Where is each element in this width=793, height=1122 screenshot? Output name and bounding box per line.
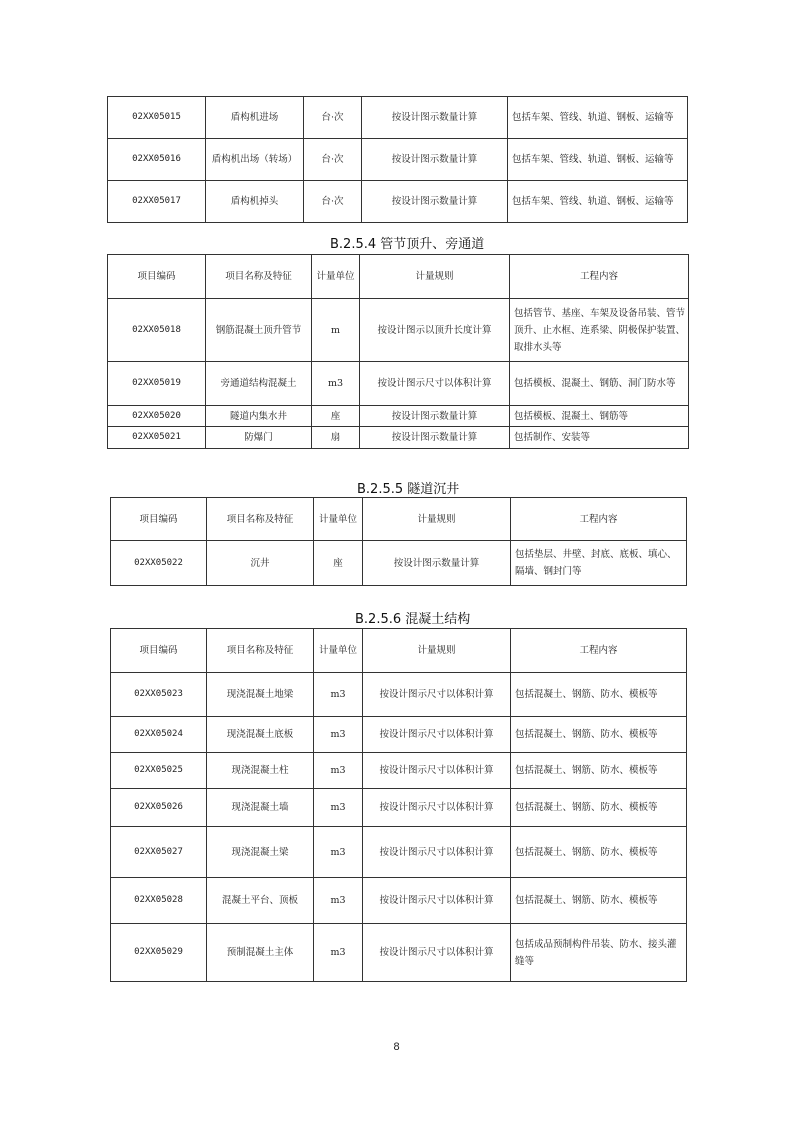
header-content: 工程内容 [511,629,687,673]
table-row [108,181,688,223]
item-content: 包括混凝土、钢筋、防水、模板等 [511,753,687,789]
header-code: 项目编码 [111,498,207,541]
item-unit: 台·次 [304,139,362,181]
item-content: 包括混凝土、钢筋、防水、模板等 [511,717,687,753]
item-content: 包括车架、管线、轨道、钢板、运输等 [508,139,688,181]
table-row [111,878,687,924]
table-header-row [111,629,687,673]
item-name: 现浇混凝土地梁 [207,673,314,717]
header-rule: 计量规则 [363,498,511,541]
item-rule: 按设计图示尺寸以体积计算 [363,878,511,924]
item-unit: 台·次 [304,97,362,139]
item-unit: 扇 [312,427,360,449]
item-content: 包括成品预制构件吊装、防水、接头灌缝等 [511,924,687,982]
header-content: 工程内容 [511,498,687,541]
item-rule: 按设计图示数量计算 [362,139,508,181]
item-name: 沉井 [207,541,314,586]
header-rule: 计量规则 [360,255,510,299]
item-unit: m3 [314,717,363,753]
item-content: 包括制作、安装等 [510,427,689,449]
item-name: 防爆门 [206,427,312,449]
section-heading-b255: B.2.5.5 隧道沉井 [357,482,460,497]
table-row [111,753,687,789]
item-code: 02XX05016 [108,139,206,181]
item-content: 包括模板、混凝土、钢筋等 [510,406,689,427]
item-content: 包括混凝土、钢筋、防水、模板等 [511,673,687,717]
table-row [108,406,689,427]
table-header-row [108,255,689,299]
item-rule: 按设计图示尺寸以体积计算 [363,924,511,982]
header-unit: 计量单位 [312,255,360,299]
item-content: 包括垫层、井壁、封底、底板、填心、隔墙、钢封门等 [511,541,687,586]
item-name: 盾构机掉头 [206,181,304,223]
item-unit: m3 [314,827,363,878]
item-name: 预制混凝土主体 [207,924,314,982]
item-content: 包括混凝土、钢筋、防水、模板等 [511,878,687,924]
item-code: 02XX05025 [111,753,207,789]
item-name: 现浇混凝土柱 [207,753,314,789]
item-unit: m3 [314,878,363,924]
item-content: 包括车架、管线、轨道、钢板、运输等 [508,181,688,223]
item-rule: 按设计图示以顶升长度计算 [360,299,510,362]
header-name: 项目名称及特征 [207,629,314,673]
item-code: 02XX05019 [108,362,206,406]
item-rule: 按设计图示尺寸以体积计算 [360,362,510,406]
item-rule: 按设计图示数量计算 [362,181,508,223]
table-row [108,97,688,139]
item-name: 隧道内集水井 [206,406,312,427]
header-name: 项目名称及特征 [207,498,314,541]
header-rule: 计量规则 [363,629,511,673]
item-rule: 按设计图示尺寸以体积计算 [363,753,511,789]
table-row [111,827,687,878]
item-rule: 按设计图示尺寸以体积计算 [363,827,511,878]
item-name: 现浇混凝土墙 [207,789,314,827]
item-code: 02XX05027 [111,827,207,878]
item-name: 钢筋混凝土顶升管节 [206,299,312,362]
table-header-row [111,498,687,541]
header-content: 工程内容 [510,255,689,299]
item-unit: m3 [314,673,363,717]
item-code: 02XX05020 [108,406,206,427]
item-name: 现浇混凝土梁 [207,827,314,878]
header-code: 项目编码 [108,255,206,299]
item-code: 02XX05023 [111,673,207,717]
item-code: 02XX05029 [111,924,207,982]
item-unit: 台·次 [304,181,362,223]
table-row [108,427,689,449]
section-heading-b256: B.2.5.6 混凝土结构 [355,612,471,627]
item-name: 旁通道结构混凝土 [206,362,312,406]
item-content: 包括混凝土、钢筋、防水、模板等 [511,789,687,827]
item-unit: 座 [314,541,363,586]
item-rule: 按设计图示尺寸以体积计算 [363,789,511,827]
item-rule: 按设计图示数量计算 [363,541,511,586]
header-name: 项目名称及特征 [206,255,312,299]
shield-machine-table [107,96,688,223]
item-name: 混凝土平台、顶板 [207,878,314,924]
concrete-structure-table [110,628,687,982]
page-number: 8 [393,1041,400,1053]
table-row [111,717,687,753]
item-code: 02XX05015 [108,97,206,139]
table-row [111,924,687,982]
header-unit: 计量单位 [314,629,363,673]
item-content: 包括混凝土、钢筋、防水、模板等 [511,827,687,878]
item-code: 02XX05022 [111,541,207,586]
item-unit: m3 [314,924,363,982]
item-name: 盾构机出场（转场） [206,139,304,181]
pipe-jacking-table [107,254,689,449]
table-row [108,299,689,362]
item-code: 02XX05017 [108,181,206,223]
item-unit: m3 [314,789,363,827]
item-unit: m3 [312,362,360,406]
item-code: 02XX05021 [108,427,206,449]
item-unit: m3 [314,753,363,789]
item-unit: m [312,299,360,362]
item-code: 02XX05026 [111,789,207,827]
header-unit: 计量单位 [314,498,363,541]
table-row [111,789,687,827]
item-rule: 按设计图示数量计算 [362,97,508,139]
item-unit: 座 [312,406,360,427]
header-code: 项目编码 [111,629,207,673]
item-rule: 按设计图示数量计算 [360,406,510,427]
table-row [111,541,687,586]
item-rule: 按设计图示尺寸以体积计算 [363,673,511,717]
table-row [111,673,687,717]
item-code: 02XX05024 [111,717,207,753]
table-row [108,362,689,406]
item-name: 盾构机进场 [206,97,304,139]
item-name: 现浇混凝土底板 [207,717,314,753]
item-code: 02XX05028 [111,878,207,924]
caisson-table [110,497,687,586]
item-content: 包括车架、管线、轨道、钢板、运输等 [508,97,688,139]
item-rule: 按设计图示尺寸以体积计算 [363,717,511,753]
section-heading-b254: B.2.5.4 管节顶升、旁通道 [330,237,485,252]
item-content: 包括模板、混凝土、钢筋、洞门防水等 [510,362,689,406]
table-row [108,139,688,181]
item-content: 包括管节、基座、车架及设备吊装、管节顶升、止水框、连系梁、阴极保护装置、取排水头等 [510,299,689,362]
item-rule: 按设计图示数量计算 [360,427,510,449]
item-code: 02XX05018 [108,299,206,362]
